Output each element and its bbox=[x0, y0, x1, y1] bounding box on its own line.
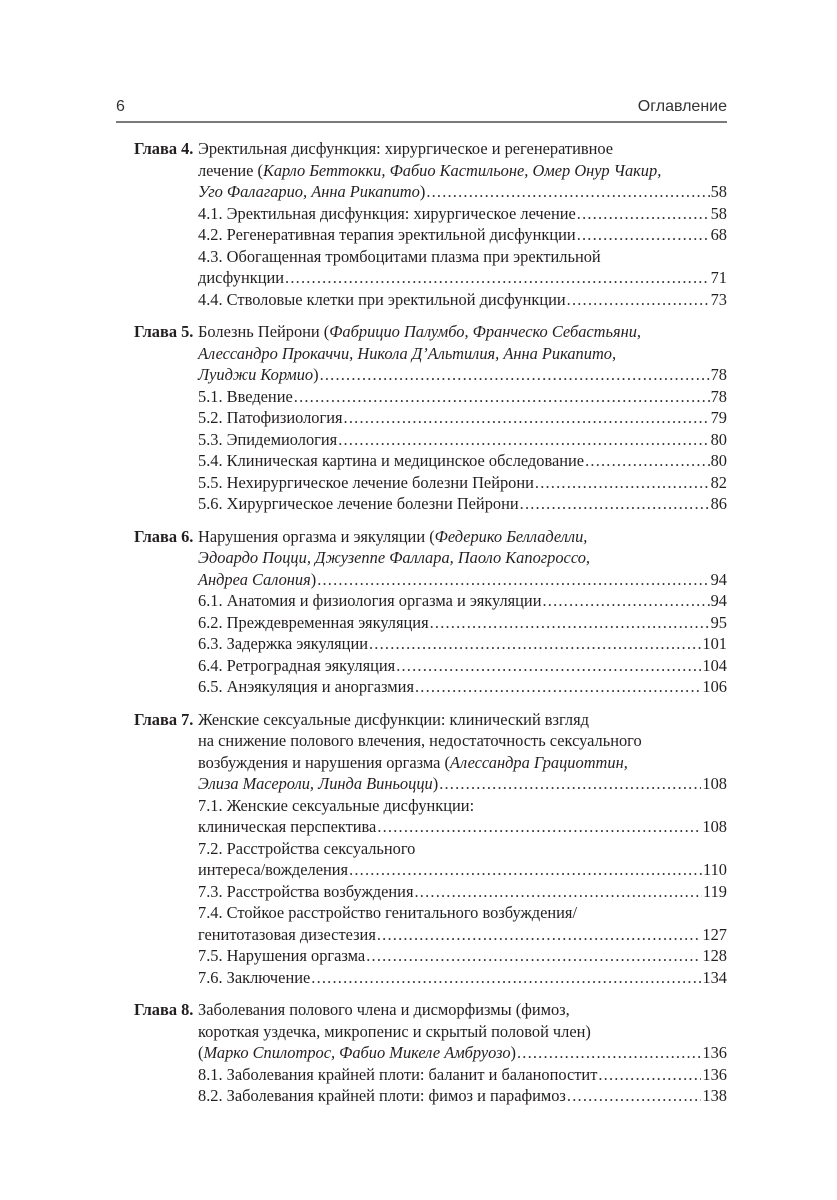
section-line[interactable] bbox=[198, 1064, 727, 1086]
entry-title: 8.2. Заболевания крайней плоти: фимоз и парафимоз bbox=[198, 1086, 566, 1105]
entry-text bbox=[198, 1000, 570, 1019]
entry-tail: ) bbox=[419, 182, 426, 201]
entry-text bbox=[198, 450, 584, 472]
entry-text bbox=[198, 1022, 591, 1041]
entry-title: лечение ( bbox=[198, 160, 263, 180]
entry-title: Нарушения оргазма и эякуляции ( bbox=[198, 526, 435, 546]
dot-leader bbox=[344, 407, 710, 429]
section-line[interactable] bbox=[198, 450, 727, 472]
toc-section[interactable] bbox=[198, 881, 727, 903]
entry-text bbox=[198, 548, 590, 567]
chapter-title-line bbox=[198, 730, 727, 752]
dot-leader bbox=[585, 450, 710, 472]
toc-section[interactable] bbox=[198, 1085, 727, 1107]
entry-title: 7.5. Нарушения оргазма bbox=[198, 946, 366, 965]
entry-text bbox=[198, 1085, 566, 1107]
dot-leader bbox=[369, 633, 701, 655]
toc-section[interactable] bbox=[198, 429, 727, 451]
dot-leader bbox=[338, 429, 709, 451]
entry-text bbox=[198, 139, 613, 158]
toc-section[interactable] bbox=[198, 967, 727, 989]
toc-section[interactable] bbox=[198, 493, 727, 515]
entry-authors: Эдоардо Поцци, Джузеппе Фаллара, Паоло Капогроссо, bbox=[198, 548, 590, 567]
entry-text bbox=[198, 967, 310, 989]
entry-title: 6.3. Задержка эякуляции bbox=[198, 634, 368, 653]
dot-leader bbox=[520, 493, 710, 515]
dot-leader bbox=[426, 181, 709, 203]
entry-text bbox=[198, 289, 566, 311]
toc-section[interactable] bbox=[198, 224, 727, 246]
entry-tail: ) bbox=[432, 774, 439, 793]
page-ref: 136 bbox=[702, 1043, 727, 1062]
section-line bbox=[198, 902, 727, 924]
entry-text bbox=[198, 181, 425, 203]
section-line[interactable] bbox=[198, 267, 727, 289]
section-line[interactable] bbox=[198, 386, 727, 408]
entry-title: 5.1. Введение bbox=[198, 386, 293, 406]
entry-authors: Элиза Масероли, Линда Виньоцци bbox=[198, 774, 433, 793]
entry-text bbox=[198, 796, 474, 815]
page-ref: 58 bbox=[710, 203, 727, 223]
page-ref: 110 bbox=[703, 860, 727, 879]
toc-section[interactable] bbox=[198, 676, 727, 698]
page-ref: 134 bbox=[702, 967, 727, 987]
entry-title: 7.4. Стойкое расстройство генитального возбуждения/ bbox=[198, 903, 578, 922]
entry-text bbox=[198, 924, 376, 946]
entry-text bbox=[198, 472, 534, 494]
entry-text bbox=[198, 839, 415, 858]
entry-text bbox=[198, 569, 316, 591]
entry-authors: Алессандро Прокаччи, Никола Д’Альтилия, Анна Рикапито, bbox=[198, 343, 617, 363]
page-number: 6 bbox=[116, 98, 125, 115]
section-line[interactable] bbox=[198, 967, 727, 989]
dot-leader bbox=[294, 386, 710, 408]
dot-leader bbox=[517, 1042, 701, 1064]
entry-text bbox=[198, 267, 284, 289]
page-ref: 101 bbox=[702, 634, 727, 653]
entry-text bbox=[198, 859, 348, 881]
entry-title: 4.1. Эректильная дисфункция: хирургическое лечение bbox=[198, 203, 576, 223]
section-line bbox=[198, 795, 727, 817]
dot-leader bbox=[415, 881, 703, 903]
entry-authors: Алессандра Грациоттин, bbox=[450, 752, 628, 772]
page-ref: 106 bbox=[702, 677, 727, 696]
page-ref: 86 bbox=[710, 494, 727, 513]
dot-leader bbox=[377, 924, 702, 946]
section-line[interactable] bbox=[198, 203, 727, 225]
page-ref: 68 bbox=[710, 225, 727, 244]
page-ref: 95 bbox=[710, 612, 727, 632]
entry-title: Заболевания полового члена и дисморфизмы (фимоз, bbox=[198, 1000, 570, 1019]
table-of-contents bbox=[134, 138, 727, 1118]
entry-title: 5.6. Хирургическое лечение болезни Пейрони bbox=[198, 494, 519, 513]
entry-title: 5.5. Нехирургическое лечение болезни Пейрони bbox=[198, 472, 534, 492]
entry-title: дисфункции bbox=[198, 268, 285, 287]
section-line bbox=[198, 838, 727, 860]
toc-section[interactable] bbox=[198, 633, 727, 655]
page-ref: 119 bbox=[703, 881, 727, 901]
entry-text bbox=[198, 322, 641, 341]
entry-title: 7.1. Женские сексуальные дисфункции: bbox=[198, 795, 475, 815]
entry-authors: Федерико Белладелли, bbox=[434, 526, 588, 546]
toc-section[interactable] bbox=[198, 246, 727, 289]
entry-text bbox=[198, 1064, 597, 1086]
entry-authors: Луиджи Кормио bbox=[198, 365, 314, 384]
section-line[interactable] bbox=[198, 224, 727, 246]
entry-text bbox=[198, 364, 319, 386]
chapter-title-line[interactable] bbox=[198, 181, 727, 203]
dot-leader bbox=[598, 1064, 701, 1086]
toc-section[interactable] bbox=[198, 1064, 727, 1086]
entry-title: Болезнь Пейрони ( bbox=[198, 322, 330, 341]
page-ref: 80 bbox=[710, 429, 727, 449]
dot-leader bbox=[317, 569, 709, 591]
entry-text bbox=[198, 493, 519, 515]
page-ref: 136 bbox=[702, 1064, 727, 1084]
chapter-label: Глава 5. bbox=[134, 322, 194, 341]
chapter-title-line[interactable] bbox=[198, 773, 727, 795]
entry-title: 5.2. Патофизиология bbox=[198, 408, 343, 427]
toc-chapter bbox=[134, 709, 727, 989]
toc-chapter bbox=[134, 321, 727, 515]
entry-text bbox=[198, 527, 587, 546]
entry-text bbox=[198, 753, 628, 772]
page-ref: 127 bbox=[702, 924, 727, 944]
toc-section[interactable] bbox=[198, 655, 727, 677]
entry-title: 6.4. Ретроградная эякуляция bbox=[198, 655, 396, 675]
entry-title: ( bbox=[198, 1043, 204, 1062]
chapter-title-line[interactable] bbox=[198, 1042, 727, 1064]
entry-title: 8.1. Заболевания крайней плоти: баланит и баланопостит bbox=[198, 1064, 598, 1084]
entry-text bbox=[198, 655, 395, 677]
dot-leader bbox=[542, 590, 709, 612]
entry-text bbox=[198, 612, 429, 634]
entry-title: 5.3. Эпидемиология bbox=[198, 429, 338, 449]
dot-leader bbox=[311, 967, 701, 989]
entry-title: генитотазовая дизестезия bbox=[198, 924, 376, 944]
entry-text bbox=[198, 816, 376, 838]
running-header bbox=[116, 96, 727, 122]
page-ref: 73 bbox=[710, 289, 727, 309]
entry-authors: Карло Беттокки, Фабио Кастильоне, Омер Онур Чакир, bbox=[262, 160, 662, 180]
section-line[interactable] bbox=[198, 429, 727, 451]
entry-text bbox=[198, 386, 293, 408]
dot-leader bbox=[430, 612, 710, 634]
chapter-label: Глава 8. bbox=[134, 1000, 194, 1019]
chapter-title-line bbox=[198, 752, 727, 774]
chapter-title-line bbox=[198, 547, 727, 569]
section-line[interactable] bbox=[198, 590, 727, 612]
entry-text bbox=[198, 676, 414, 698]
dot-leader bbox=[567, 1085, 701, 1107]
entry-text bbox=[198, 344, 616, 363]
entry-title: Женские сексуальные дисфункции: клинический взгляд bbox=[198, 709, 589, 729]
entry-text bbox=[198, 773, 438, 795]
page-ref: 104 bbox=[702, 655, 727, 675]
toc-chapter bbox=[134, 138, 727, 310]
chapter-title-line bbox=[198, 1021, 727, 1043]
entry-text bbox=[198, 590, 541, 612]
entry-title: возбуждения и нарушения оргазма ( bbox=[198, 752, 450, 772]
toc-section[interactable] bbox=[198, 386, 727, 408]
chapter-title-line bbox=[198, 526, 727, 548]
toc-section[interactable] bbox=[198, 795, 727, 838]
chapter-title-line bbox=[198, 709, 727, 731]
dot-leader bbox=[535, 472, 710, 494]
entry-text bbox=[198, 710, 589, 729]
toc-section[interactable] bbox=[198, 203, 727, 225]
section-line[interactable] bbox=[198, 816, 727, 838]
dot-leader bbox=[577, 224, 710, 246]
entry-text bbox=[198, 1042, 516, 1064]
dot-leader bbox=[567, 289, 710, 311]
dot-leader bbox=[577, 203, 710, 225]
entry-title: короткая уздечка, микропенис и скрытый половой член) bbox=[198, 1021, 591, 1041]
section-line[interactable] bbox=[198, 612, 727, 634]
section-line[interactable] bbox=[198, 407, 727, 429]
entry-text bbox=[198, 247, 601, 266]
entry-title: 6.2. Преждевременная эякуляция bbox=[198, 612, 429, 632]
page-ref: 78 bbox=[710, 365, 727, 384]
entry-tail: ) bbox=[313, 365, 319, 384]
toc-section[interactable] bbox=[198, 407, 727, 429]
page-ref: 58 bbox=[710, 182, 727, 201]
entry-title: 4.2. Регенеративная терапия эректильной дисфункции bbox=[198, 225, 576, 244]
entry-title: Эректильная дисфункция: хирургическое и регенеративное bbox=[198, 139, 614, 158]
page-ref: 128 bbox=[702, 946, 727, 965]
header-rule bbox=[116, 121, 727, 123]
dot-leader bbox=[439, 773, 701, 795]
entry-text bbox=[198, 731, 642, 750]
dot-leader bbox=[320, 364, 710, 386]
entry-title: 7.3. Расстройства возбуждения bbox=[198, 881, 414, 901]
running-title: Оглавление bbox=[637, 98, 727, 115]
entry-text bbox=[198, 203, 576, 225]
section-line[interactable] bbox=[198, 1085, 727, 1107]
section-line[interactable] bbox=[198, 859, 727, 881]
entry-title: 7.6. Заключение bbox=[198, 967, 311, 987]
entry-text bbox=[198, 903, 577, 922]
chapter-title-line bbox=[198, 999, 727, 1021]
section-line[interactable] bbox=[198, 472, 727, 494]
page-ref: 79 bbox=[710, 408, 727, 427]
entry-text bbox=[198, 945, 365, 967]
toc-section[interactable] bbox=[198, 472, 727, 494]
chapter-title-line bbox=[198, 343, 727, 365]
entry-title: 6.5. Анэякуляция и аноргазмия bbox=[198, 677, 414, 696]
chapter-label: Глава 4. bbox=[134, 139, 194, 158]
dot-leader bbox=[285, 267, 710, 289]
section-line[interactable] bbox=[198, 924, 727, 946]
chapter-label: Глава 7. bbox=[134, 709, 194, 729]
entry-text bbox=[198, 881, 414, 903]
entry-title: 4.4. Стволовые клетки при эректильной дисфункции bbox=[198, 289, 566, 309]
toc-section[interactable] bbox=[198, 289, 727, 311]
page-ref: 80 bbox=[710, 451, 727, 470]
entry-tail: ) bbox=[510, 1043, 516, 1062]
chapter-title-line[interactable] bbox=[198, 569, 727, 591]
chapter-title-line bbox=[198, 321, 727, 343]
entry-authors: Уго Фалагарио, Анна Рикапито bbox=[198, 182, 420, 201]
toc-section[interactable] bbox=[198, 612, 727, 634]
entry-title: клиническая перспектива bbox=[198, 817, 377, 836]
page-ref: 94 bbox=[710, 569, 727, 589]
page-ref: 71 bbox=[710, 268, 727, 287]
entry-title: 7.2. Расстройства сексуального bbox=[198, 838, 416, 858]
entry-text bbox=[198, 407, 343, 429]
section-line[interactable] bbox=[198, 289, 727, 311]
entry-title: 6.1. Анатомия и физиология оргазма и эякуляции bbox=[198, 591, 542, 610]
entry-title: 4.3. Обогащенная тромбоцитами плазма при эректильной bbox=[198, 246, 601, 266]
section-line[interactable] bbox=[198, 676, 727, 698]
dot-leader bbox=[349, 859, 702, 881]
section-line[interactable] bbox=[198, 493, 727, 515]
entry-title: на снижение полового влечения, недостаточность сексуального bbox=[198, 731, 642, 750]
chapter-title-line bbox=[198, 138, 727, 160]
toc-section[interactable] bbox=[198, 450, 727, 472]
toc-section[interactable] bbox=[198, 945, 727, 967]
entry-text bbox=[198, 224, 576, 246]
chapter-title-line bbox=[198, 160, 727, 182]
entry-authors: Фабрицио Палумбо, Франческо Себастьяни, bbox=[329, 322, 641, 341]
section-line[interactable] bbox=[198, 655, 727, 677]
page-ref: 138 bbox=[702, 1086, 727, 1105]
toc-chapter bbox=[134, 526, 727, 698]
entry-title: 5.4. Клиническая картина и медицинское обследование bbox=[198, 451, 585, 470]
toc-section[interactable] bbox=[198, 590, 727, 612]
chapter-title-line[interactable] bbox=[198, 364, 727, 386]
section-line[interactable] bbox=[198, 881, 727, 903]
entry-authors: Андреа Салония bbox=[198, 569, 311, 589]
chapter-label: Глава 6. bbox=[134, 526, 194, 546]
section-line bbox=[198, 246, 727, 268]
dot-leader bbox=[415, 676, 701, 698]
dot-leader bbox=[396, 655, 701, 677]
toc-section[interactable] bbox=[198, 838, 727, 881]
page-ref: 78 bbox=[710, 386, 727, 406]
toc-section[interactable] bbox=[198, 902, 727, 945]
toc-chapter bbox=[134, 999, 727, 1107]
page-ref: 94 bbox=[710, 591, 727, 610]
section-line[interactable] bbox=[198, 945, 727, 967]
entry-text bbox=[198, 429, 337, 451]
entry-authors: Марко Спилотрос, Фабио Микеле Амбруозо bbox=[203, 1043, 511, 1062]
entry-text bbox=[198, 161, 661, 180]
page-ref: 108 bbox=[702, 774, 727, 793]
dot-leader bbox=[366, 945, 701, 967]
entry-tail: ) bbox=[310, 569, 317, 589]
section-line[interactable] bbox=[198, 633, 727, 655]
entry-text bbox=[198, 633, 368, 655]
page-ref: 82 bbox=[710, 472, 727, 492]
entry-title: интереса/вожделения bbox=[198, 860, 349, 879]
dot-leader bbox=[377, 816, 701, 838]
page-ref: 108 bbox=[702, 817, 727, 836]
